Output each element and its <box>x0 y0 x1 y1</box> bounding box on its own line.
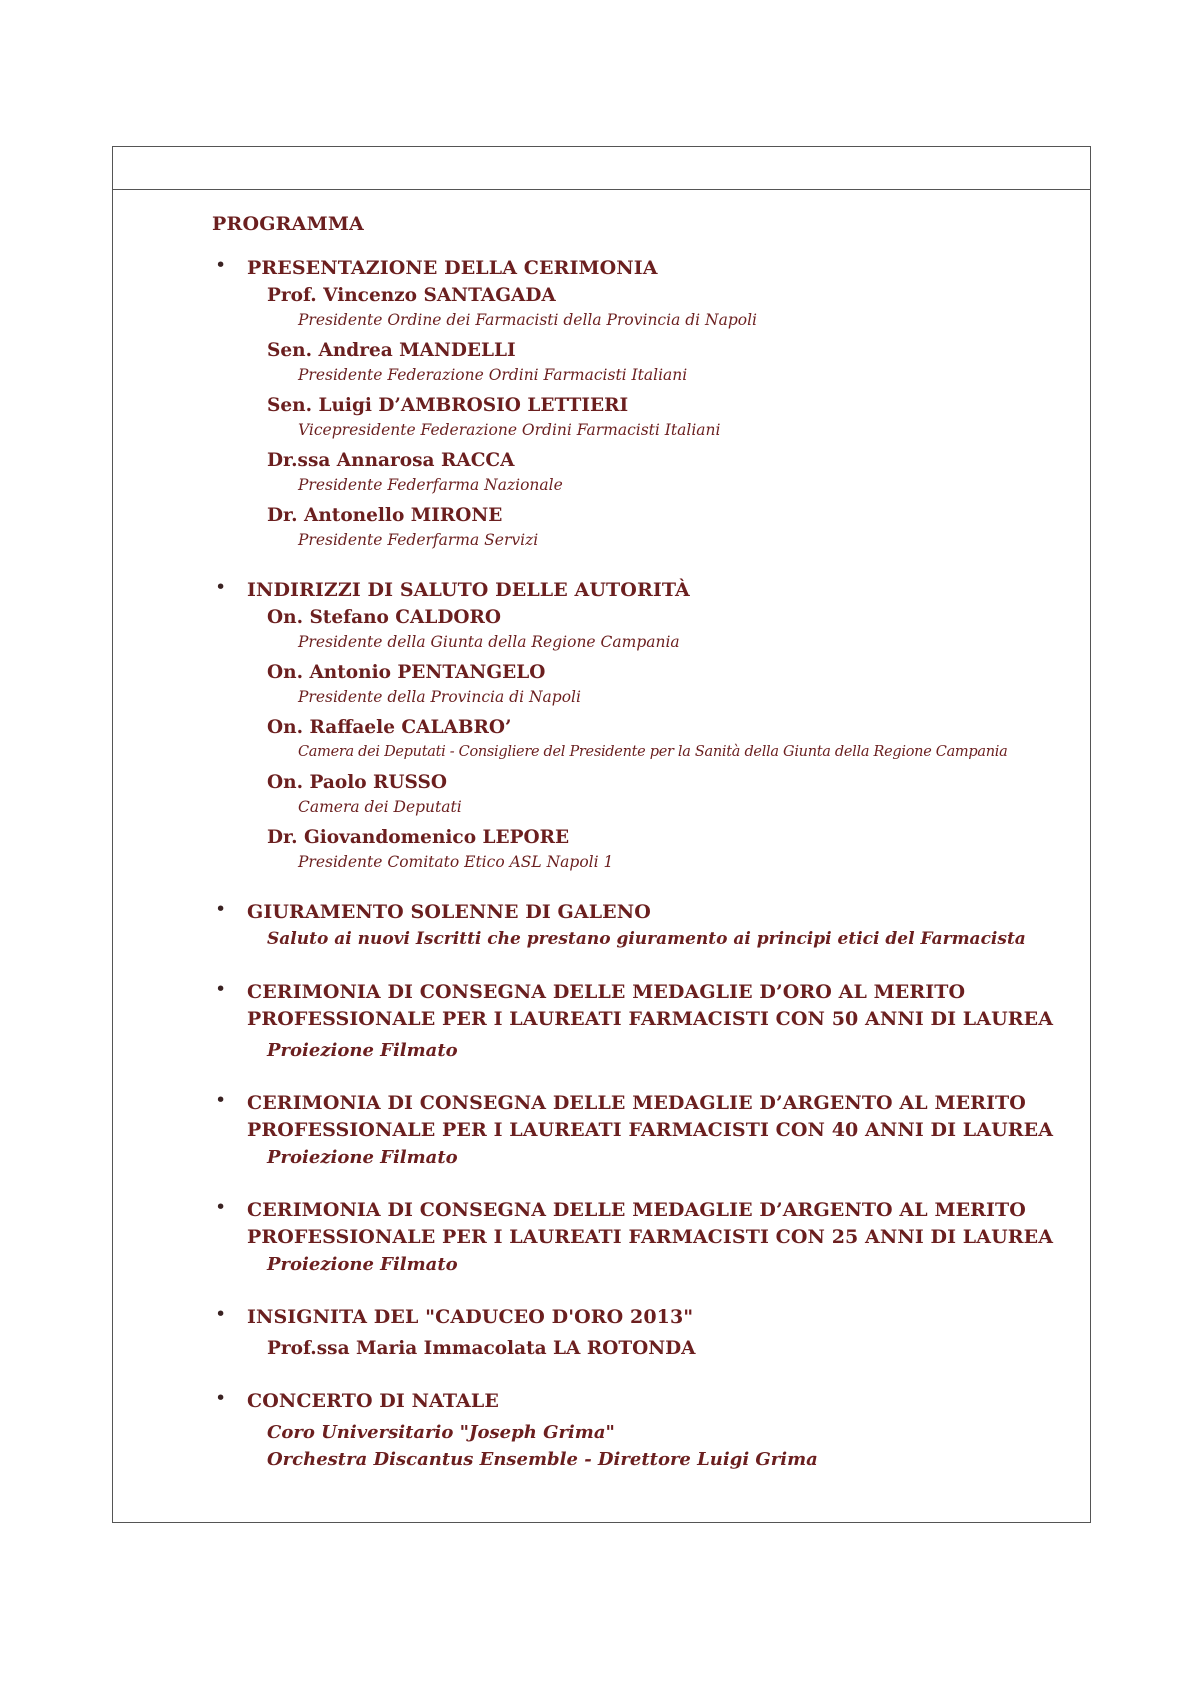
section-indirizzi-saluto <box>212 577 1072 873</box>
speaker-name: On. Stefano CALDORO <box>267 607 502 628</box>
section-title: CONCERTO DI NATALE <box>247 1390 499 1412</box>
concert-line-orchestra: Orchestra Discantus Ensemble - Direttore Luigi Grima <box>267 1449 818 1470</box>
speaker <box>267 769 1072 818</box>
speaker-role: Presidente Comitato Etico ASL Napoli 1 <box>298 853 614 871</box>
section-title: INSIGNITA DEL "CADUCEO D'ORO 2013" <box>247 1306 694 1328</box>
speaker-name: On. Raffaele CALABRO’ <box>267 717 512 738</box>
speaker <box>267 392 1072 441</box>
section-title-line2: PROFESSIONALE PER I LAUREATI FARMACISTI CON 25 ANNI DI LAUREA <box>247 1226 1054 1248</box>
bullet-icon: • <box>215 1303 227 1325</box>
bullet-icon: • <box>215 1387 227 1409</box>
speaker <box>267 714 1072 763</box>
speaker-role: Presidente Federfarma Servizi <box>298 531 539 549</box>
speaker <box>267 824 1072 873</box>
programma-heading: PROGRAMMA <box>212 213 364 235</box>
programme-document <box>212 213 1072 1499</box>
speaker-name: Sen. Andrea MANDELLI <box>267 340 516 361</box>
bullet-icon: • <box>215 978 227 1000</box>
speaker-name: On. Antonio PENTANGELO <box>267 662 546 683</box>
speaker-name: Sen. Luigi D’AMBROSIO LETTIERI <box>267 395 629 416</box>
bullet-icon: • <box>215 576 227 598</box>
speaker-role: Presidente Ordine dei Farmacisti della Provincia di Napoli <box>298 311 758 329</box>
speaker-name: Dr.ssa Annarosa RACCA <box>267 450 515 471</box>
bullet-icon: • <box>215 1196 227 1218</box>
speaker-role: Presidente della Giunta della Regione Campania <box>298 633 680 651</box>
speaker <box>267 282 1072 331</box>
section-title-line1: CERIMONIA DI CONSEGNA DELLE MEDAGLIE D’ARGENTO AL MERITO <box>247 1092 1026 1114</box>
speaker-name: Dr. Giovandomenico LEPORE <box>267 827 570 848</box>
section-presentazione <box>212 255 1072 551</box>
section-medaglie-oro <box>212 979 1072 1064</box>
section-subtitle: Proiezione Filmato <box>267 1040 458 1061</box>
section-title-line1: CERIMONIA DI CONSEGNA DELLE MEDAGLIE D’ORO AL MERITO <box>247 981 966 1003</box>
speaker-role: Camera dei Deputati <box>298 798 462 816</box>
speaker <box>267 604 1072 653</box>
speaker-name: Dr. Antonello MIRONE <box>267 505 503 526</box>
bullet-icon: • <box>215 254 227 276</box>
section-title-line2: PROFESSIONALE PER I LAUREATI FARMACISTI CON 50 ANNI DI LAUREA <box>247 1008 1054 1030</box>
section-medaglie-argento-40 <box>212 1090 1072 1171</box>
speaker <box>267 502 1072 551</box>
frame-header-divider <box>113 189 1090 190</box>
speaker <box>267 659 1072 708</box>
section-subtitle: Proiezione Filmato <box>267 1254 458 1275</box>
section-title-line2: PROFESSIONALE PER I LAUREATI FARMACISTI CON 40 ANNI DI LAUREA <box>247 1119 1054 1141</box>
section-medaglie-argento-25 <box>212 1197 1072 1278</box>
bullet-icon: • <box>215 898 227 920</box>
section-giuramento <box>212 899 1072 953</box>
speaker <box>267 337 1072 386</box>
section-title: GIURAMENTO SOLENNE DI GALENO <box>247 901 651 923</box>
speaker-role: Presidente Federazione Ordini Farmacisti Italiani <box>298 366 688 384</box>
speaker-name: Prof. Vincenzo SANTAGADA <box>267 285 556 306</box>
section-title: INDIRIZZI DI SALUTO DELLE AUTORITÀ <box>247 579 690 601</box>
section-title-line1: CERIMONIA DI CONSEGNA DELLE MEDAGLIE D’ARGENTO AL MERITO <box>247 1199 1026 1221</box>
section-subtitle: Prof.ssa Maria Immacolata LA ROTONDA <box>267 1338 696 1359</box>
section-subtitle: Proiezione Filmato <box>267 1147 458 1168</box>
speaker-name: On. Paolo RUSSO <box>267 772 447 793</box>
speaker-role: Presidente della Provincia di Napoli <box>298 688 581 706</box>
speaker <box>267 447 1072 496</box>
section-subtitle: Saluto ai nuovi Iscritti che prestano giuramento ai principi etici del Farmacista <box>267 929 1026 949</box>
section-concerto <box>212 1388 1072 1473</box>
section-caduceo <box>212 1304 1072 1362</box>
speaker-role: Camera dei Deputati - Consigliere del Presidente per la Sanità della Giunta della Regione Campania <box>298 744 1008 760</box>
section-title: PRESENTAZIONE DELLA CERIMONIA <box>247 257 658 279</box>
speaker-role: Vicepresidente Federazione Ordini Farmacisti Italiani <box>298 421 721 439</box>
concert-line-choir: Coro Universitario "Joseph Grima" <box>267 1422 615 1443</box>
speaker-role: Presidente Federfarma Nazionale <box>298 476 563 494</box>
bullet-icon: • <box>215 1089 227 1111</box>
